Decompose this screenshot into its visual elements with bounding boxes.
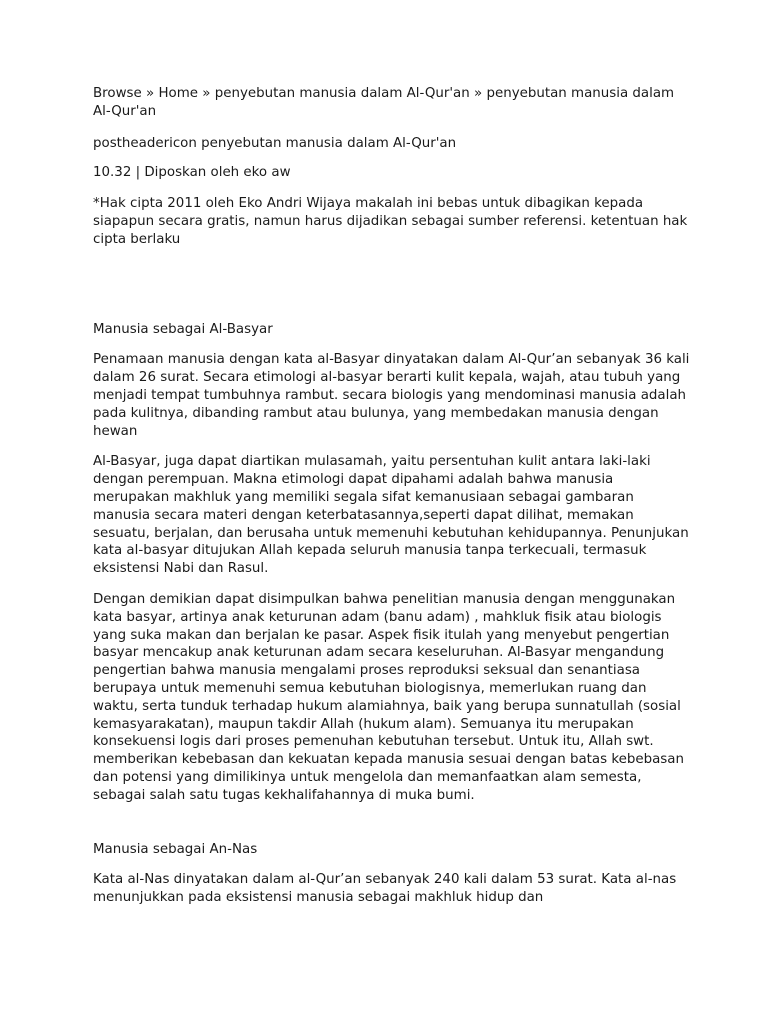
breadcrumb-item-current: penyebutan manusia dalam Al-Qur'an bbox=[93, 86, 675, 119]
section-heading: Manusia sebagai Al-Basyar bbox=[93, 321, 273, 337]
breadcrumb-item-category[interactable]: penyebutan manusia dalam Al-Qur'an bbox=[214, 86, 470, 101]
document-page bbox=[93, 85, 693, 920]
paragraph: Penamaan manusia dengan kata al-Basyar dinyatakan dalam Al-Qur’an sebanyak 36 kali dalam 26 surat. Secara etimologi al-basyar berarti kulit kepala, wajah, atau tubuh yang menjadi tempat tumbuhnya rambut. secara biologis yang mendominasi manusia adalah pada kulitnya, dibanding rambut atau bulunya, yang membedakan manusia dengan hewan bbox=[93, 352, 690, 439]
post-title: postheadericon penyebutan manusia dalam Al-Qur'an bbox=[93, 135, 457, 151]
breadcrumb-separator: » bbox=[198, 86, 215, 101]
paragraph: Kata al-Nas dinyatakan dalam al-Qur’an sebanyak 240 kali dalam 53 surat. Kata al-nas menunjukkan pada eksistensi manusia sebagai makhluk hidup dan bbox=[93, 872, 677, 906]
breadcrumb-separator: » bbox=[141, 86, 159, 101]
breadcrumb-item-browse[interactable]: Browse bbox=[93, 86, 142, 101]
section-al-basyar bbox=[93, 321, 693, 805]
breadcrumb bbox=[93, 85, 693, 121]
paragraph: Dengan demikian dapat disimpulkan bahwa penelitian manusia dengan menggunakan kata basyar, artinya anak keturunan adam (banu adam) , mahkluk fisik atau biologis yang suka makan dan berjalan ke pasar. Aspek fisik itulah yang menyebut pengertian basyar mencakup anak keturunan adam secara keseluruhan. Al-Basyar mengandung pengertian bahwa manusia mengalami proses reproduksi seksual dan senantiasa berupaya untuk memenuhi semua kebutuhan biologisnya, memerlukan ruang dan waktu, serta tunduk terhadap hukum alamiahnya, baik yang berupa sunnatullah (sosial kemasyarakatan), maupun takdir Allah (hukum alam). Semuanya itu merupakan konsekuensi logis dari proses pemenuhan kebutuhan tersebut. Untuk itu, Allah swt. memberikan kebebasan dan kekuatan kepada manusia sesuai dengan batas kebebasan dan potensi yang dimilikinya untuk mengelola dan memanfaatkan alam semesta, sebagai salah satu tugas kekhalifahannya di muka bumi. bbox=[93, 591, 684, 803]
post-meta: 10.32 | Diposkan oleh eko aw bbox=[93, 165, 291, 181]
breadcrumb-separator: » bbox=[469, 86, 487, 101]
section-an-nas bbox=[93, 841, 693, 907]
copyright-notice: *Hak cipta 2011 oleh Eko Andri Wijaya makalah ini bebas untuk dibagikan kepada siapapun secara gratis, namun harus dijadikan sebagai sumber referensi. ketentuan hak cipta berlaku bbox=[93, 196, 688, 247]
paragraph: Al-Basyar, juga dapat diartikan mulasamah, yaitu persentuhan kulit antara laki-laki dengan perempuan. Makna etimologi dapat dipahami adalah bahwa manusia merupakan makhluk yang memiliki segala sifat kemanusiaan sebagai gambaran manusia secara materi dengan keterbatasannya,seperti dapat dilihat, memakan sesuatu, berjalan, dan berusaha untuk memenuhi kebutuhan kehidupannya. Penunjukan kata al-basyar ditujukan Allah kepada seluruh manusia tanpa terkecuali, termasuk eksistensi Nabi dan Rasul. bbox=[93, 454, 689, 577]
breadcrumb-item-home[interactable]: Home bbox=[158, 86, 199, 101]
section-heading: Manusia sebagai An-Nas bbox=[93, 841, 258, 857]
